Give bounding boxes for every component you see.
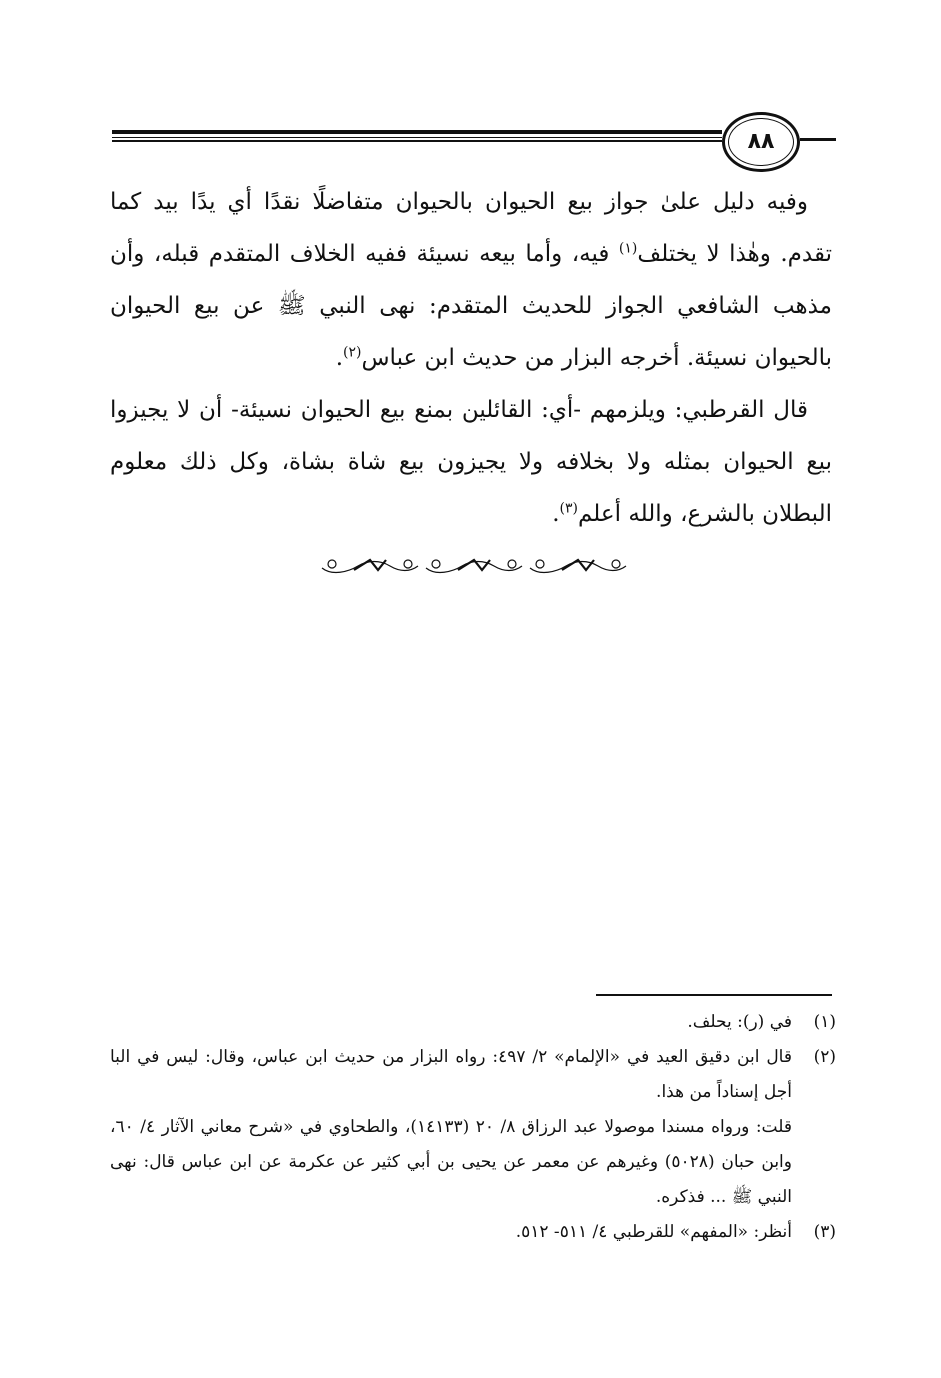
page-number-badge (722, 112, 800, 172)
footnote-line: في (ر): يحلف. (687, 1012, 792, 1032)
footnote-body (110, 1110, 792, 1215)
footnote-line: قال ابن دقيق العيد في «الإلمام» ٢/ ٤٩٧: رواه البزار من حديث ابن عباس، وقال: ليس في البا أجل إسناداً من هذا. (110, 1047, 792, 1102)
header-rule (112, 130, 722, 142)
section-ornament (318, 552, 630, 580)
footnote-body (110, 1215, 792, 1250)
footnote-ref-2[interactable]: (٢) (343, 344, 362, 361)
footnote-number: (١) (813, 1012, 836, 1032)
footnote-line: أنظر: «المفهم» للقرطبي ٤/ ٥١١- ٥١٢. (515, 1222, 792, 1242)
footnote-2 (110, 1040, 836, 1110)
paragraph-1 (110, 176, 832, 384)
footnotes (110, 1005, 836, 1250)
footnote-2-continued (110, 1110, 836, 1215)
footnote-3 (110, 1215, 836, 1250)
footnote-1 (110, 1005, 836, 1040)
footnote-body (110, 1005, 792, 1040)
footnote-line: قلت: ورواه مسندا موصولا عبد الرزاق ٨/ ٢٠ (١٤١٣٣)، والطحاوي في «شرح معاني الآثار ٤/ ٦٠، وابن حبان (٥٠٢٨) وغيرهم عن معمر عن يحيى بن أبي كثير عن عكرمة عن ابن عباس قال: نهى النبي ﷺ ... فذكره. (110, 1117, 793, 1207)
paragraph-1-part-1: وفيه دليل علىٰ جواز بيع الحيوان بالحيوان متفاضلًا نقدًا أي يدًا بيد كما تقدم. وهٰذا لا يختلف (110, 189, 832, 267)
header-rule-right (800, 138, 836, 141)
paragraph-2 (110, 384, 832, 540)
footnote-body (110, 1040, 792, 1110)
paragraph-1-part-2: فيه، وأما بيعه نسيئة ففيه الخلاف المتقدم قبله، وأن مذهب الشافعي الجواز للحديث المتقدم: نهى النبي ﷺ عن بيع الحيوان بالحيوان نسيئة. أخرجه البزار من حديث ابن عباس (110, 241, 833, 371)
footnote-ref-3[interactable]: (٣) (559, 500, 578, 517)
paragraph-1-end: . (335, 345, 344, 371)
footnote-ref-1[interactable]: (١) (618, 240, 638, 257)
main-text (110, 176, 832, 540)
paragraph-2-part-1: قال القرطبي: ويلزمهم -أي: القائلين بمنع بيع الحيوان نسيئة- أن لا يجيزوا بيع الحيوان بمثله ولا بخلافه ولا يجيزون بيع شاة بشاة، وكل ذلك معلوم البطلان بالشرع، والله أعلم (110, 397, 832, 527)
footnote-number: (٣) (813, 1222, 836, 1242)
page-number: ٨٨ (747, 129, 775, 154)
footnote-number: (٢) (813, 1047, 836, 1067)
paragraph-2-end: . (552, 501, 560, 527)
footnote-separator (596, 994, 832, 996)
